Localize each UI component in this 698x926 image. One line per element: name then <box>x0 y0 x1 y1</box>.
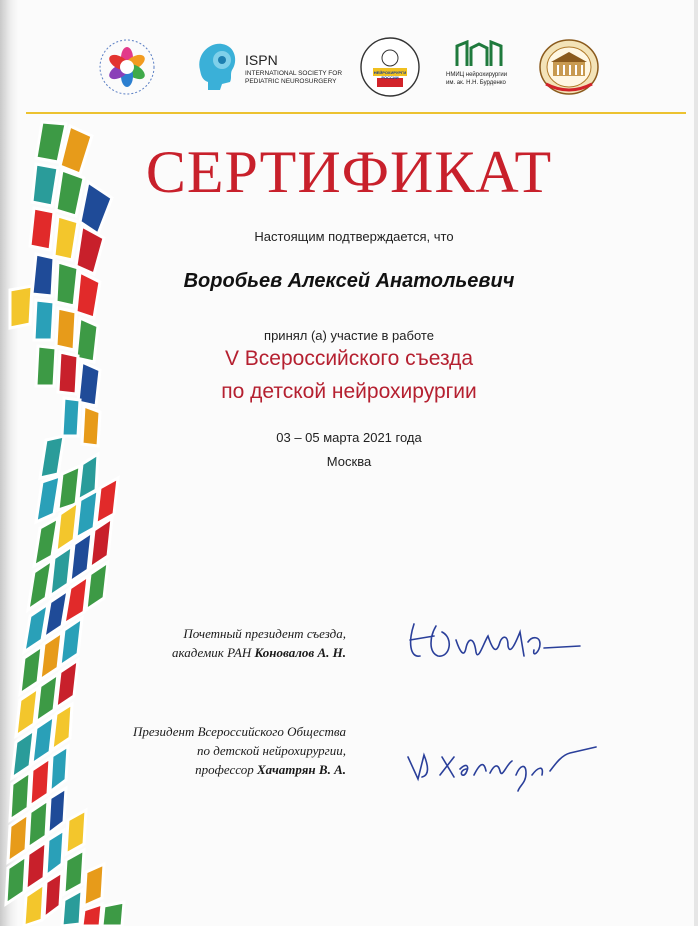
signatory-1-rank: академик РАН <box>172 645 252 660</box>
signatory-2-rank: профессор <box>195 762 254 777</box>
logos-row <box>0 30 698 110</box>
signatory-2-block <box>133 722 346 779</box>
signature-2 <box>400 735 600 795</box>
event-title-line-2: по детской нейрохирургии <box>221 380 477 403</box>
participation-text: принял (а) участие в работе <box>264 328 434 343</box>
ispn-title: ISPN <box>245 52 278 68</box>
signatory-1-role: Почетный президент съезда, <box>183 626 346 641</box>
signatory-1-block <box>172 624 346 662</box>
signatory-2-role-line-1: Президент Всероссийского Общества <box>132 724 346 739</box>
burdenko-text-1: НМИЦ нейрохирургии <box>446 72 508 78</box>
signatory-1-title-line <box>172 643 346 662</box>
confirmation-text: Настоящим подтверждается, что <box>254 229 454 244</box>
event-title-line-1: V Всероссийского съезда <box>224 347 474 370</box>
neurosurgeons-russia-logo <box>359 36 421 98</box>
recipient-name: Воробьев Алексей Анатольевич <box>183 270 515 292</box>
certificate-title: СЕРТИФИКАТ <box>145 139 553 205</box>
signature-1 <box>404 612 584 672</box>
ispn-head-logo <box>192 40 240 92</box>
university-building-logo <box>538 38 600 96</box>
event-dates: 03 – 05 марта 2021 года <box>276 430 422 445</box>
burdenko-center-logo <box>453 40 503 68</box>
burdenko-text-2: им. ак. Н.Н. Бурденко <box>446 80 506 86</box>
event-city: Москва <box>326 454 372 469</box>
signatory-2-role-line-2: по детской нейрохирургии, <box>196 743 346 758</box>
signatory-2-name: Хачатрян В. А. <box>256 762 346 777</box>
ispn-subtitle-1: INTERNATIONAL SOCIETY FOR <box>245 70 343 77</box>
signatory-2-title-line <box>133 760 346 779</box>
neurosurgeons-russia-text: НЕЙРОХИРУРГИ РОССИИ <box>373 70 407 80</box>
ispn-subtitle-2: PEDIATRIC NEUROSURGERY <box>245 78 337 85</box>
signatory-1-name: Коновалов А. Н. <box>254 645 346 660</box>
society-flower-logo <box>98 38 156 96</box>
